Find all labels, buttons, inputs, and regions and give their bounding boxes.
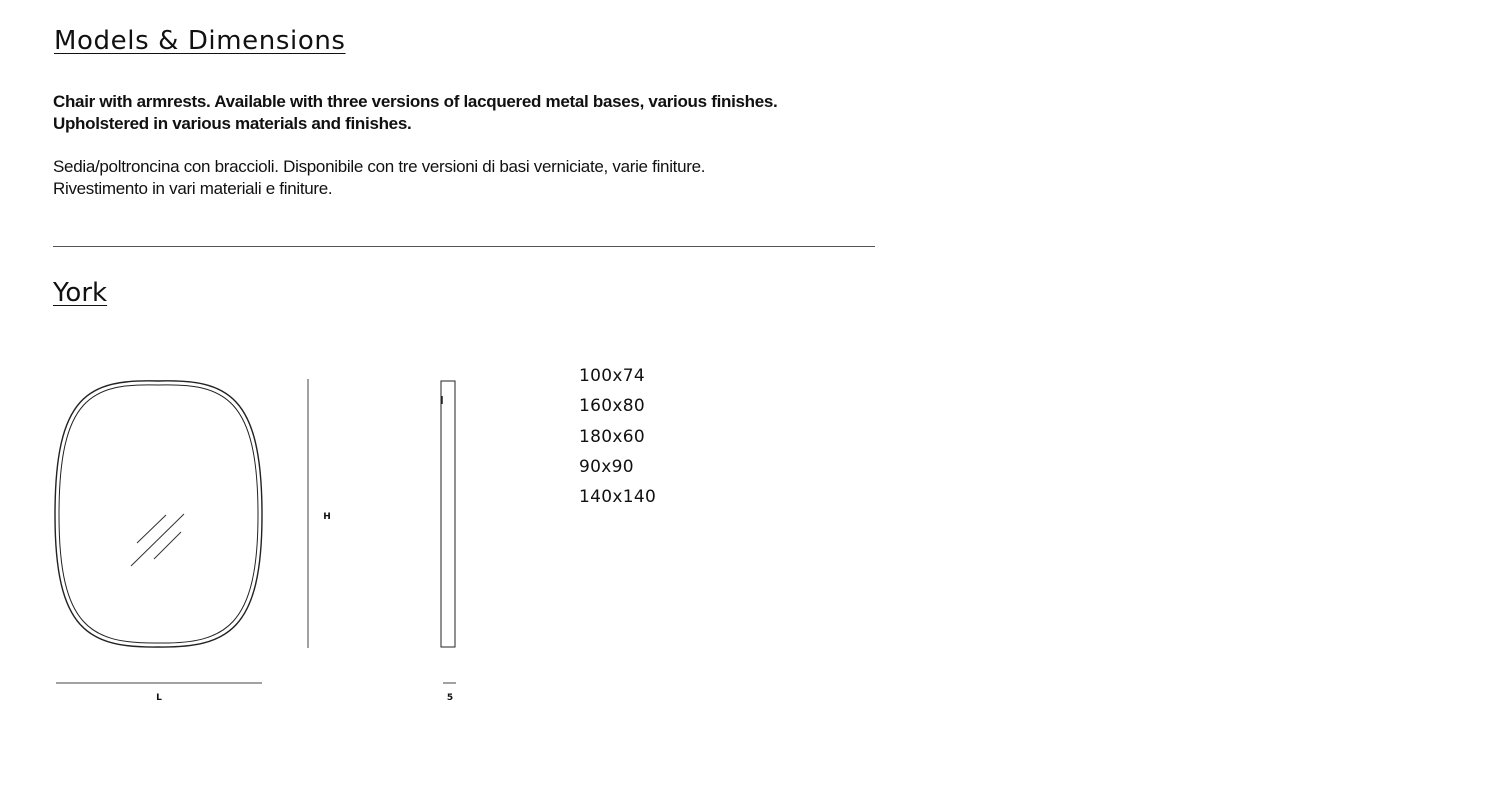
depth-dimension-label: 5 [446, 693, 454, 703]
description-italian-line-2: Rivestimento in vari materiali e finiture. [53, 178, 333, 198]
size-item: 180x60 [579, 426, 645, 447]
size-item: 160x80 [579, 396, 645, 417]
height-dimension-label: H [323, 512, 331, 522]
width-dimension-label: L [156, 693, 162, 703]
size-list [579, 365, 656, 516]
size-item: 90x90 [579, 456, 634, 477]
glass-reflection-line [137, 515, 166, 543]
glass-reflection-line [154, 532, 181, 559]
size-item: 100x74 [579, 366, 645, 386]
size-item: 140x140 [579, 487, 657, 508]
model-title: York [53, 278, 108, 308]
mirror-front-outline [55, 381, 262, 647]
description-english-line-2: Upholstered in various materials and finishes. [53, 113, 412, 133]
glass-reflection-line [131, 514, 184, 566]
section-title: Models & Dimensions [54, 26, 346, 56]
description-english-line-1: Chair with armrests. Available with three versions of lacquered metal bases, various finishes. [53, 92, 778, 111]
mirror-side-view [441, 381, 455, 647]
description-italian-line-1: Sedia/poltroncina con braccioli. Disponibile con tre versioni di basi verniciate, varie finiture. [53, 157, 706, 176]
mirror-front-inner-frame [59, 385, 258, 643]
